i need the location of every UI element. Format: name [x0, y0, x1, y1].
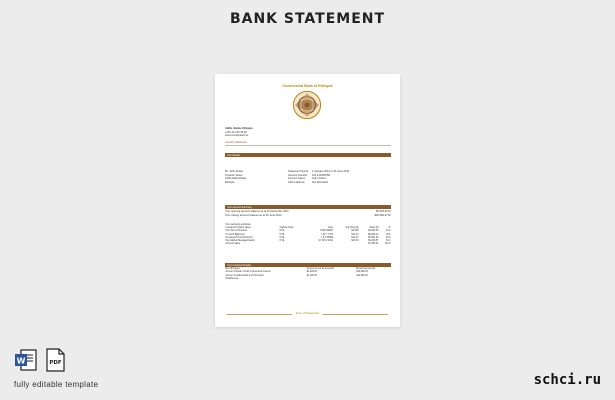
table-cell: Benefit amount ($)	[356, 268, 376, 271]
customer-details-table	[225, 268, 391, 281]
column-header: Investment Option Name	[225, 227, 251, 230]
bank-address-line: Addis Ababa, Ethiopia	[225, 127, 253, 130]
section-title: Your Customer Details	[227, 263, 251, 267]
section-bar-account-summary	[225, 205, 391, 209]
table-cell: $12.13	[351, 236, 359, 239]
end-of-statement: End of Statement	[295, 311, 320, 315]
table-row	[225, 274, 391, 277]
table-cell: 10,703.2 4301	[318, 239, 334, 242]
table-cell: $12,080.26	[356, 271, 368, 274]
table-cell: ICI Incnt Balanced	[225, 233, 245, 236]
activity-title: Your account activities	[225, 223, 251, 226]
customer-city: 1000 Addis Ababa,	[225, 177, 247, 180]
info-value: 1 January 2012 to 30 June 2012	[312, 170, 350, 173]
column-header: Value ($)	[369, 227, 379, 230]
table-cell: Disablement	[225, 277, 239, 280]
info-label: Account Name	[288, 177, 306, 180]
customer-street: Tiruwork Street	[225, 173, 243, 177]
divider	[225, 145, 391, 146]
table-cell: 5,502.99967	[320, 230, 334, 233]
divider	[323, 314, 388, 315]
table-row	[225, 278, 391, 281]
customer-name: Mr. John Abebe	[225, 170, 244, 173]
statement-document	[215, 74, 400, 327]
table-cell: NYE	[279, 233, 285, 236]
table-cell: NYE	[279, 230, 285, 233]
table-cell: $13.33	[351, 239, 359, 242]
svg-text:PDF: PDF	[49, 360, 62, 366]
table-cell: $8,936.13	[368, 233, 379, 236]
table-cell	[334, 243, 359, 246]
column-header: Avg Price ($)	[345, 227, 359, 230]
table-cell: Pan Oil Inc Preferred	[225, 230, 247, 233]
page-title: BANK STATEMENT	[229, 11, 386, 27]
info-value: John Citizen	[312, 177, 327, 180]
table-cell: Pan Glaboo Managed Equity	[225, 239, 255, 242]
table-cell: Amount Transfer Credit or Received Interest	[225, 271, 271, 274]
table-cell	[306, 243, 334, 246]
table-cell: 7,5 0.55080	[320, 236, 334, 239]
customer-country: Ethiopia	[225, 180, 235, 184]
info-label: Account Number	[288, 173, 308, 177]
column-header: %	[388, 227, 391, 230]
table-cell: 100.0	[384, 243, 391, 246]
section-bar-your-details	[225, 153, 391, 157]
table-cell: NYE	[279, 236, 285, 239]
table-cell: Benefit Payee	[225, 268, 240, 271]
table-row	[225, 243, 391, 246]
statement-label: Account Statement	[225, 141, 247, 144]
brand-watermark: schci.ru	[533, 372, 601, 388]
bank-website: www.combanketh.et	[225, 134, 249, 137]
table-cell: $5,681.33	[368, 236, 379, 239]
table-cell: $3,926.34	[368, 230, 379, 233]
summary-value: $28,683.27 Dr	[374, 214, 391, 217]
table-cell: Amount to run as at period	[306, 268, 334, 271]
table-cell: $1,200.00	[306, 271, 317, 274]
summary-value: $6,000.26 Dr	[376, 210, 391, 213]
section-title: Your account Summary	[227, 205, 252, 209]
table-cell: 7,21.7 7702	[320, 233, 334, 236]
table-cell: Account Value	[225, 243, 241, 246]
table-cell: $12,080.26	[356, 274, 368, 277]
info-value: Not Recorded	[312, 180, 329, 184]
table-cell: $12.10	[351, 233, 359, 236]
word-doc-icon	[14, 348, 38, 372]
section-bar-customer-details	[225, 263, 391, 267]
table-row	[225, 271, 391, 274]
bank-name: Commercial Bank of Ethiopia	[282, 84, 333, 88]
activity-table	[225, 227, 391, 246]
table-cell: Amount Credited Debt and Promotion	[225, 274, 264, 277]
table-cell: NYE	[279, 239, 285, 242]
info-value: 102 123456789	[312, 173, 331, 177]
info-label: Statement Period	[288, 170, 309, 173]
summary-label: Your opening account balance as at 31 December 2011	[225, 210, 289, 213]
table-cell: $4.063	[351, 230, 359, 233]
info-label: Client address	[288, 180, 305, 184]
pdf-icon	[44, 348, 66, 372]
summary-label: Your closing account balance as at 30 June 2012	[225, 214, 282, 217]
table-cell: 23.6	[386, 236, 391, 239]
table-cell	[306, 278, 356, 281]
format-icons	[14, 348, 66, 372]
column-header: Units	[327, 227, 334, 230]
table-cell: $7,495.01	[368, 243, 379, 246]
bank-logo-icon	[290, 88, 324, 122]
bank-phone: +251-11-123 45 56	[225, 130, 247, 134]
table-cell: $9,239.57	[368, 239, 379, 242]
table-cell: 23.6	[386, 230, 391, 233]
table-cell: $1,200.00	[306, 274, 317, 277]
table-cell	[356, 278, 391, 281]
table-cell	[279, 243, 306, 246]
svg-text:W: W	[16, 356, 26, 366]
table-cell: Perpetual TA Growth Fund	[225, 236, 253, 239]
column-header: Outflow Code	[279, 227, 294, 230]
footer-caption: fully editable template	[14, 380, 99, 389]
section-title: Your Details	[227, 153, 240, 157]
table-cell: 54.1	[386, 239, 391, 242]
table-cell: 23.6	[386, 233, 391, 236]
